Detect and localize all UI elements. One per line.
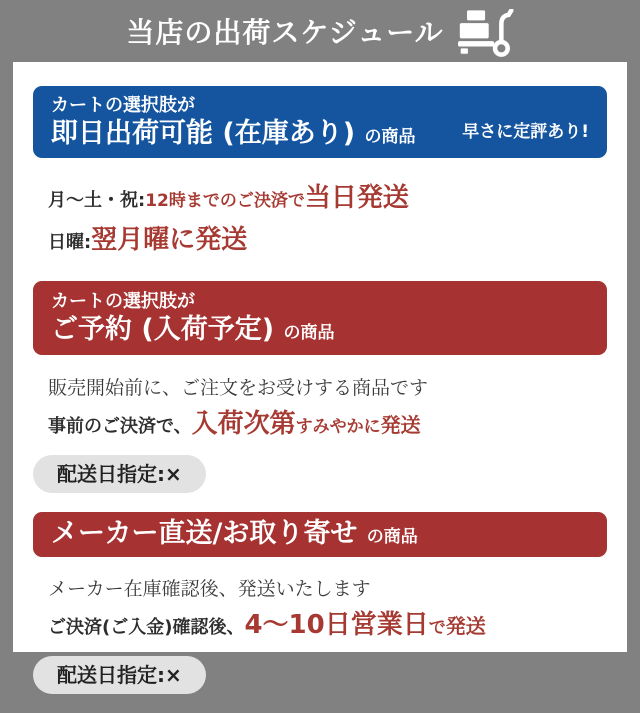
instock-header-main: 即日出荷可能 (在庫あり) xyxy=(51,117,356,149)
instock-detail-line2 xyxy=(48,220,607,262)
instock-line1-label: 月〜土・祝: xyxy=(48,190,146,211)
direct-line2-red-big: 4〜10日営業日 xyxy=(244,609,429,640)
instock-line1-red-small: 12時までのご決済で xyxy=(145,191,305,211)
instock-header-line2 xyxy=(51,118,416,150)
instock-line2-red-big: 翌月曜に発送 xyxy=(91,224,248,255)
delivery-date-pill-direct: 配送日指定:× xyxy=(33,656,206,694)
preorder-detail-line2 xyxy=(48,404,607,446)
preorder-line1-text: 販売開始前に、ご注文をお受けする商品です xyxy=(48,377,429,400)
direct-pill-row xyxy=(33,656,607,713)
preorder-header-text xyxy=(51,290,335,347)
preorder-line2-red-small: すみやかに xyxy=(295,416,381,437)
preorder-header-main: ご予約 (入荷予定) xyxy=(51,314,275,346)
direct-line2-red-small: で xyxy=(428,617,446,638)
preorder-line2-label: 事前のご決済で、 xyxy=(48,415,192,437)
direct-header-main: メーカー直送/お取り寄せ xyxy=(51,518,358,550)
instock-line2-label: 日曜: xyxy=(48,231,92,253)
speed-badge: 早さに定評あり! xyxy=(462,121,589,142)
preorder-pill-row xyxy=(33,455,607,512)
section-header-preorder xyxy=(33,281,607,355)
section-header-instock xyxy=(33,86,607,158)
preorder-header-line1: カートの選択肢が xyxy=(51,290,195,312)
instock-header-line1: カートの選択肢が xyxy=(51,94,195,116)
preorder-line2-red-mid: 発送 xyxy=(380,412,421,437)
page-header xyxy=(0,0,640,62)
preorder-header-line2 xyxy=(51,314,335,346)
direct-detail-line1 xyxy=(48,574,607,604)
instock-header-suffix: の商品 xyxy=(364,126,416,147)
content-panel xyxy=(13,62,627,688)
instock-line1-red-big: 当日発送 xyxy=(304,183,409,213)
section-header-direct xyxy=(33,512,607,557)
hand-truck-icon xyxy=(458,9,514,57)
direct-line2-label: ご決済(ご入金)確認後、 xyxy=(48,616,245,638)
direct-details xyxy=(48,574,607,646)
direct-line2-red-mid: 発送 xyxy=(445,613,486,638)
preorder-header-suffix: の商品 xyxy=(283,323,335,344)
direct-header-suffix: の商品 xyxy=(366,527,418,548)
instock-detail-line1 xyxy=(48,178,607,220)
direct-line1-text: メーカー在庫確認後、発送いたします xyxy=(48,578,371,601)
preorder-line2-red-big: 入荷次第 xyxy=(191,408,296,439)
direct-header-line xyxy=(51,518,418,550)
instock-header-text xyxy=(51,94,416,151)
preorder-details xyxy=(48,373,607,445)
delivery-date-pill-preorder: 配送日指定:× xyxy=(33,455,206,493)
page-title: 当店の出荷スケジュール xyxy=(126,16,444,49)
instock-details xyxy=(48,178,607,261)
preorder-detail-line1 xyxy=(48,373,607,403)
direct-detail-line2 xyxy=(48,605,607,647)
